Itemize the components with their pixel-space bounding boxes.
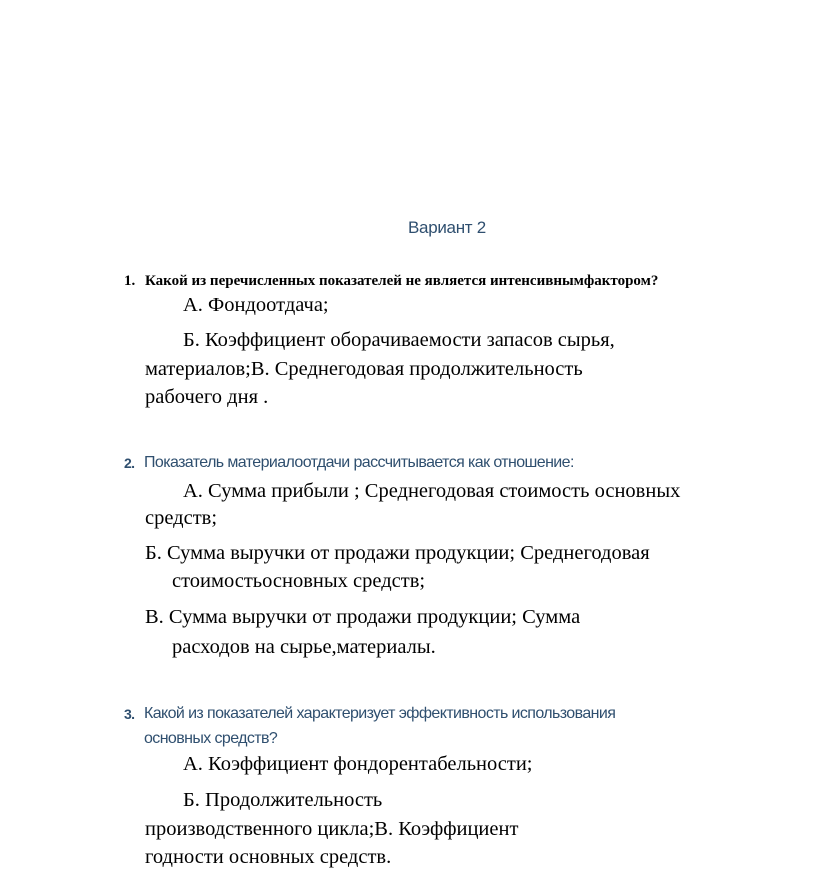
question-number: 2. bbox=[124, 455, 135, 471]
answer-line: Б. Сумма выручки от продажи продукции; Среднегодовая bbox=[145, 542, 650, 564]
question-number: 3. bbox=[124, 706, 135, 722]
answer-line: рабочего дня . bbox=[145, 386, 269, 408]
answer-line: Б. Коэффициент оборачиваемости запасов сырья, bbox=[183, 329, 615, 351]
answer-line: средств; bbox=[145, 507, 218, 529]
answer-line: расходов на сырье,материалы. bbox=[172, 636, 436, 658]
answer-line: производственного цикла;В. Коэффициент bbox=[145, 818, 519, 840]
question-text: Какой из перечисленных показателей не является интенсивнымфактором? bbox=[145, 273, 659, 289]
answer-line: А. Фондоотдача; bbox=[183, 294, 329, 316]
question-text: Показатель материалоотдачи рассчитывается как отношение: bbox=[144, 454, 574, 471]
variant-title: Вариант 2 bbox=[408, 218, 486, 237]
answer-line: А. Коэффициент фондорентабельности; bbox=[183, 753, 533, 775]
answer-line: стоимостьосновных средств; bbox=[172, 570, 426, 592]
question-number: 1. bbox=[124, 273, 136, 289]
question-text-line1: Какой из показателей характеризует эффективность использования bbox=[144, 705, 616, 722]
answer-line: материалов;В. Среднегодовая продолжительность bbox=[145, 358, 583, 380]
answer-line: Б. Продолжительность bbox=[183, 789, 383, 811]
answer-line: годности основных средств. bbox=[145, 846, 392, 868]
answer-line: В. Сумма выручки от продажи продукции; Сумма bbox=[145, 606, 581, 628]
question-text-line2: основных средств? bbox=[144, 730, 278, 747]
answer-line: А. Сумма прибыли ; Среднегодовая стоимость основных bbox=[183, 480, 681, 502]
